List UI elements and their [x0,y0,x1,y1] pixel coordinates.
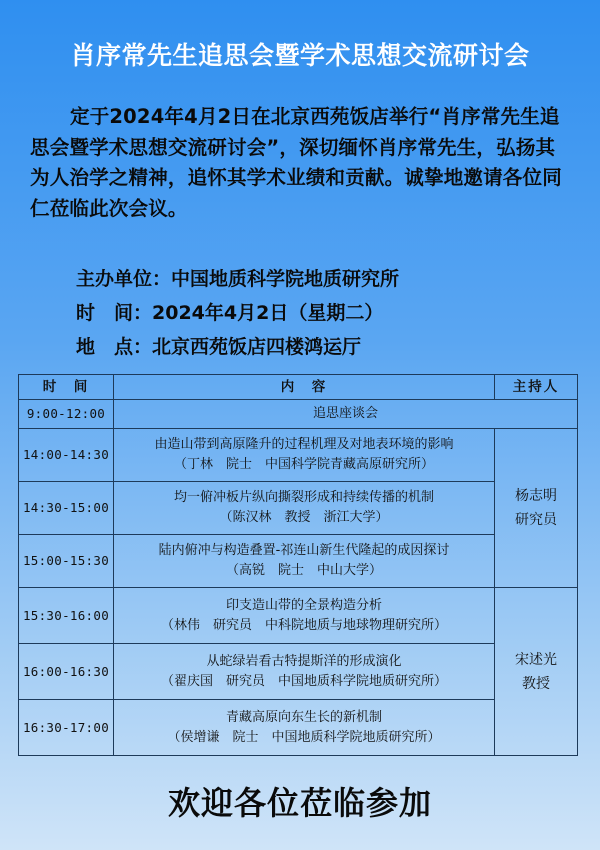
time-cell: 15:00-15:30 [19,535,114,588]
time-cell: 16:30-17:00 [19,700,114,756]
schedule-table [18,374,578,756]
info-time [76,298,546,325]
talk-speaker: （侯增谦 院士 中国地质科学院地质研究所） [167,729,441,745]
talk-title: 由造山带到高原隆升的过程机理及对地表环境的影响 [154,437,454,452]
welcome-footer: 欢迎各位莅临参加 [167,784,432,822]
info-time-label: 时 间： [76,302,153,324]
talk-title: 青藏高原向东生长的新机制 [225,709,382,725]
table-row [19,535,578,588]
info-host-value: 中国地质科学院地质研究所 [171,268,400,290]
table-row [19,482,578,535]
header-chair: 主持人 [495,375,578,400]
table-row [19,400,578,429]
table-row [19,644,578,700]
info-place-label: 地 点： [76,336,153,358]
header-content: 内 容 [114,375,495,400]
content-cell [114,644,495,700]
talk-title: 从蛇绿岩看古特提斯洋的形成演化 [206,653,402,669]
content-cell [114,588,495,644]
info-place-value: 北京西苑饭店四楼鸿运厅 [152,336,362,358]
chair-title: 研究员 [515,512,557,528]
intro-paragraph: 定于2024年4月2日在北京西苑饭店举行“肖序常先生追思会暨学术思想交流研讨会”，深切缅怀肖序常先生，弘扬其为人治学之精神，追怀其学术业绩和贡献。诚挚地邀请各位同仁莅临此次会议。 [30,105,562,220]
content-cell [114,482,495,535]
content-cell [114,700,495,756]
talk-speaker: （翟庆国 研究员 中国地质科学院地质研究所） [160,673,447,689]
table-row [19,429,578,482]
chair-title: 教授 [522,675,550,692]
content-cell [114,429,495,482]
info-host-label: 主办单位： [76,268,172,290]
chair-cell [495,429,578,588]
chair-name: 宋述光 [515,651,557,668]
time-cell: 14:00-14:30 [19,429,114,482]
content-cell [114,535,495,588]
talk-title: 陆内俯冲与构造叠置-祁连山新生代隆起的成因探讨 [158,543,450,558]
talk-title: 印支造山带的全景构造分析 [225,597,382,613]
talk-speaker: （丁林 院士 中国科学院青藏高原研究所） [173,457,434,472]
talk-title: 均一俯冲板片纵向撕裂形成和持续传播的机制 [173,490,434,505]
talk-speaker: （陈汉林 教授 浙江大学） [219,510,389,525]
time-cell: 9:00-12:00 [19,400,114,429]
info-place [76,332,546,359]
page-title: 肖序常先生追思会暨学术思想交流研讨会 [70,41,530,70]
info-time-value: 2024年4月2日（星期二） [152,302,384,324]
time-cell: 14:30-15:00 [19,482,114,535]
table-row [19,588,578,644]
table-header-row [19,375,578,400]
time-cell: 15:30-16:00 [19,588,114,644]
talk-speaker: （高锐 院士 中山大学） [225,563,382,578]
chair-name: 杨志明 [515,488,557,504]
time-cell: 16:00-16:30 [19,644,114,700]
content-cell: 追思座谈会 [114,400,578,429]
chair-cell [495,588,578,756]
table-row [19,700,578,756]
talk-speaker: （林伟 研究员 中科院地质与地球物理研究所） [160,617,447,633]
info-host [76,264,546,291]
header-time: 时 间 [19,375,114,400]
